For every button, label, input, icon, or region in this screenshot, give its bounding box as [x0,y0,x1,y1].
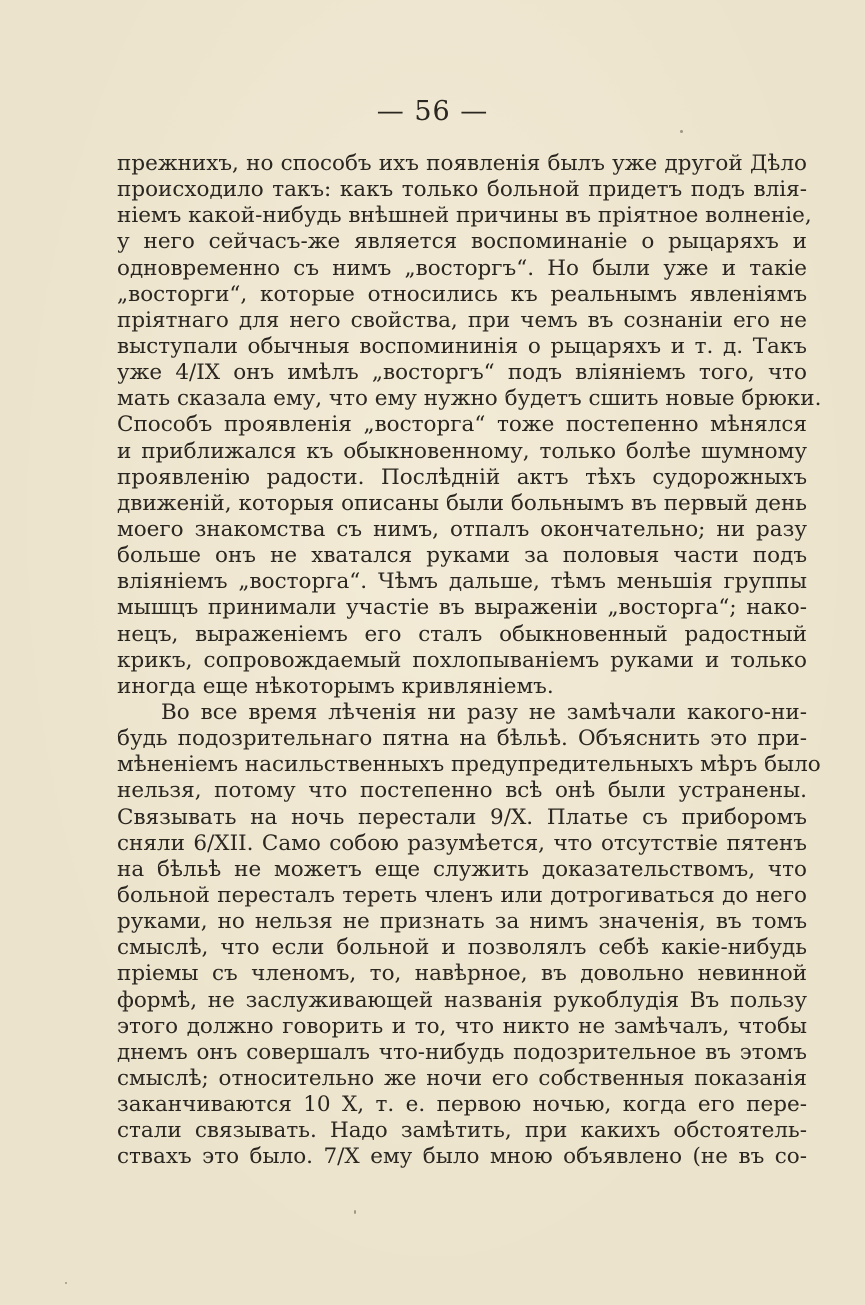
text-line: мать сказала ему, что ему нужно будетъ сшить новые брюки. [117,386,822,412]
text-line: уже 4/IX онъ имѣлъ „восторгъ“ подъ вліяніемъ того, что [117,360,807,386]
text-line: заканчиваются 10 X, т. е. первою ночью, когда его пере- [117,1092,807,1118]
paper-speck [354,1210,356,1214]
text-line: больше онъ не хватался руками за половыя части подъ [117,543,807,569]
text-line: Связывать на ночь перестали 9/X. Платье съ приборомъ [117,804,807,830]
paragraph-2 [117,699,821,1171]
text-line: мышцъ принимали участіе въ выраженіи „восторга“; нако- [117,595,807,621]
page-number: — 56 — [376,96,489,127]
text-line: ніемъ какой-нибудь внѣшней причины въ пріятное волненіе, [117,203,812,229]
text-line: пріятнаго для него свойства, при чемъ въ сознаніи его не [117,307,807,333]
text-line: смыслѣ; относительно же ночи его собственныя показанія [117,1065,807,1091]
text-line: происходило такъ: какъ только больной придетъ подъ влія- [117,177,807,203]
text-line: сняли 6/XII. Само собою разумѣется, что отсутствіе пятенъ [117,830,807,856]
text-line: прежнихъ, но способъ ихъ появленія былъ уже другой Дѣло [117,151,807,176]
paragraph-1 [117,151,822,700]
text-line: „восторги“, которые относились къ реальнымъ явленіямъ [117,281,807,307]
text-line: формѣ, не заслуживающей названія рукоблудія Въ пользу [117,987,807,1013]
text-line: этого должно говорить и то, что никто не замѣчалъ, чтобы [117,1013,807,1039]
paper-speck [65,1282,67,1284]
text-line: у него сейчасъ-же является воспоминаніе о рыцаряхъ и [117,229,807,255]
text-line: мѣненіемъ насильственныхъ предупредительныхъ мѣръ было [117,752,821,778]
text-line: больной пересталъ тереть членъ или дотрогиваться до него [117,882,807,908]
text-line: днемъ онъ совершалъ что-нибудь подозрительное въ этомъ [117,1039,807,1065]
text-line: иногда еще нѣкоторымъ кривляніемъ. [117,673,554,699]
text-line: выступали обычныя воспомининія о рыцаряхъ и т. д. Такъ [117,333,807,359]
paper-speck [680,130,683,133]
text-line: нецъ, выраженіемъ его сталъ обыкновенный радостный [117,621,807,647]
text-line: ствахъ это было. 7/X ему было мною объявлено (не въ со- [117,1144,807,1170]
text-line: вліяніемъ „восторга“. Чѣмъ дальше, тѣмъ меньшія группы [117,569,807,595]
text-line: Во все время лѣченія ни разу не замѣчали какого-ни- [161,699,807,725]
text-line: моего знакомства съ нимъ, отпалъ окончательно; ни разу [117,516,807,542]
text-line: пріемы съ членомъ, то, навѣрное, въ довольно невинной [117,961,807,987]
text-line: руками, но нельзя не признать за нимъ значенія, въ томъ [117,909,807,935]
text-line: на бѣльѣ не можетъ еще служить доказательствомъ, что [117,856,807,882]
text-line: движеній, которыя описаны были больнымъ въ первый день [117,490,807,516]
text-line: проявленію радости. Послѣдній актъ тѣхъ судорожныхъ [117,464,807,490]
text-line: нельзя, потому что постепенно всѣ онѣ были устранены. [117,778,807,804]
text-line: и приближался къ обыкновенному, только болѣе шумному [117,438,807,464]
text-line: смыслѣ, что если больной и позволялъ себѣ какіе-нибудь [117,935,807,961]
text-line: будь подозрительнаго пятна на бѣльѣ. Объяснить это при- [117,726,807,752]
text-line: крикъ, сопровождаемый похлопываніемъ руками и только [117,647,807,673]
body-text [117,151,822,1170]
text-line: одновременно съ нимъ „восторгъ“. Но были уже и такіе [117,255,807,281]
text-line: Способъ проявленія „восторга“ тоже постепенно мѣнялся [117,412,807,438]
text-line: стали связывать. Надо замѣтить, при какихъ обстоятель- [117,1118,807,1144]
